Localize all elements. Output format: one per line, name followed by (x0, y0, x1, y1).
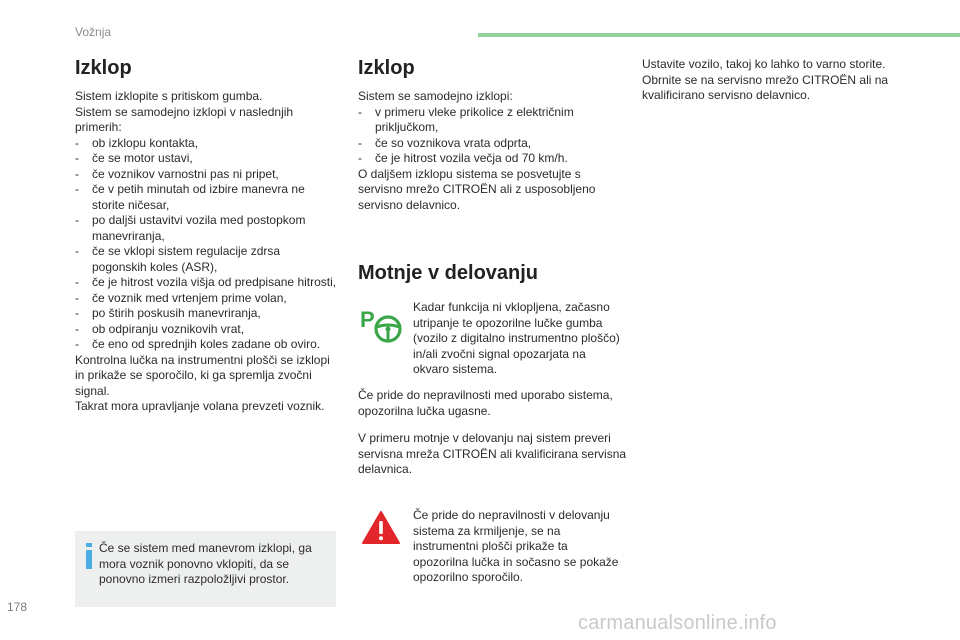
col2-para-1: Če pride do nepravilnosti med uporabo sistema, opozorilna lučka ugasne. (358, 388, 613, 418)
list-item: - če je hitrost vozila višja od predpisane hitrosti, (75, 275, 337, 291)
col1-outro: Kontrolna lučka na instrumentni plošči se izklopi in prikaže se sporočilo, ki ga spremlja zvočni signal. (75, 352, 330, 398)
list-item: - ob odpiranju voznikovih vrat, (75, 322, 337, 338)
col1-intro: Sistem izklopite s pritiskom gumba. (75, 89, 263, 103)
list-item: - v primeru vleke prikolice z električnim priključkom, (358, 105, 620, 136)
warning-triangle-icon (361, 510, 401, 546)
col2-heading: Izklop (358, 57, 415, 79)
col1-heading: Izklop (75, 57, 132, 79)
section-title: Vožnja (75, 25, 112, 39)
section-accent-bar (478, 33, 960, 37)
list-item: - če v petih minutah od izbire manevra ne storite ničesar, (75, 182, 337, 213)
col2-list (358, 105, 620, 167)
list-item: - če voznikov varnostni pas ni pripet, (75, 167, 337, 183)
info-icon (86, 543, 92, 569)
list-item: - če so voznikova vrata odprta, (358, 136, 620, 152)
list-item: - po daljši ustavitvi vozila med postopkom manevriranja, (75, 213, 337, 244)
svg-text:P: P (360, 307, 375, 332)
steering-wheel-p-icon (359, 305, 405, 343)
col1-auto-intro: Sistem se samodejno izklopi v naslednjih primerih: (75, 104, 294, 134)
col1-body (75, 89, 337, 415)
info-note-text: Če se sistem med manevrom izklopi, ga mora voznik ponovno vklopiti, da se ponovno izmeri razpoložljivi prostor. (99, 541, 312, 586)
col2-intro: Sistem se samodejno izklopi: (358, 89, 513, 103)
col2-para-2: V primeru motnje v delovanju naj sistem preveri servisna mreža CITROËN ali kvalificirana servisna delavnica. (358, 431, 627, 476)
col2-body (358, 89, 620, 213)
list-item: - če se motor ustavi, (75, 151, 337, 167)
warning-icon-text: Če pride do nepravilnosti v delovanju sistema za krmiljenje, se na instrumentni plošči prikaže ta opozorilna lučka in sočasno se pokaže opozorilno sporočilo. (413, 508, 619, 584)
info-note-box (75, 531, 336, 607)
watermark: carmanualsonline.info (578, 612, 777, 634)
list-item: - če eno od sprednjih koles zadane ob oviro. (75, 337, 337, 353)
col1-list (75, 136, 337, 353)
col2-outro: O daljšem izklopu sistema se posvetujte s servisno mrežo CITROËN ali z usposobljeno servisno delavnico. (358, 166, 596, 212)
list-item: - ob izklopu kontakta, (75, 136, 337, 152)
page-number: 178 (7, 600, 28, 614)
col1-outro-2: Takrat mora upravljanje volana prevzeti voznik. (75, 399, 325, 413)
col2-heading-malfunction: Motnje v delovanju (358, 262, 539, 284)
list-item: - če voznik med vrtenjem prime volan, (75, 291, 337, 307)
list-item: - po štirih poskusih manevriranja, (75, 306, 337, 322)
steering-icon-text: Kadar funkcija ni vklopljena, začasno utripanje te opozorilne lučke gumba (vozilo z digitalno instrumentno ploščo) in/ali zvočni signal opozarjata na okvaro sistema. (413, 300, 620, 376)
col3-text: Ustavite vozilo, takoj ko lahko to varno storite. Obrnite se na servisno mrežo CITROËN ali na kvalificirano servisno delavnico. (642, 57, 889, 102)
list-item: - če je hitrost vozila večja od 70 km/h. (358, 151, 620, 167)
list-item: - če se vklopi sistem regulacije zdrsa pogonskih koles (ASR), (75, 244, 337, 275)
